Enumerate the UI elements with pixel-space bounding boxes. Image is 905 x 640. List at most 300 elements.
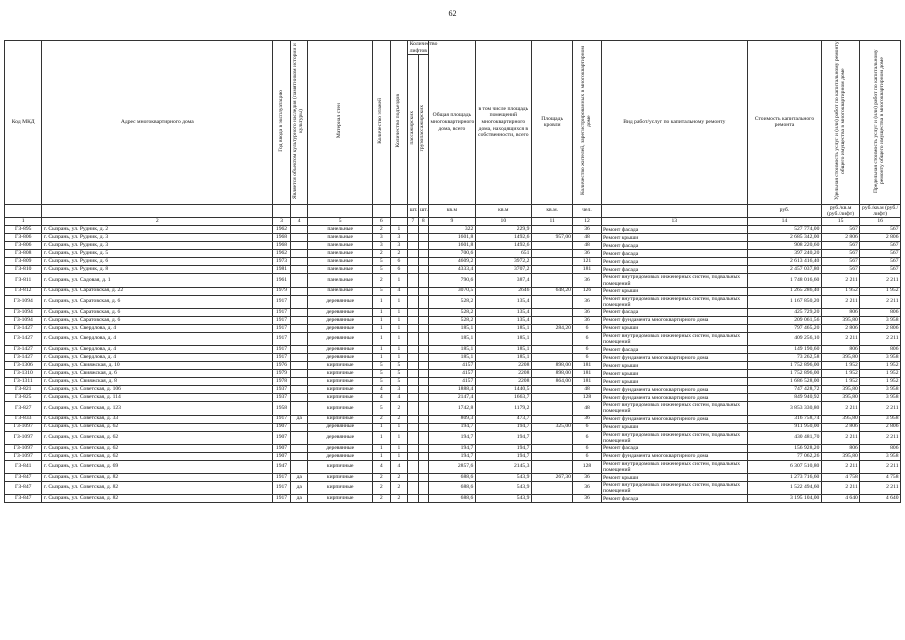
cell-cost: 149 190,60: [748, 346, 822, 354]
cell-material: деревянные: [308, 431, 372, 444]
cell-total-area: 185,1: [429, 325, 476, 333]
cell-residents: 181: [573, 370, 601, 378]
cell-address: г. Сызрань, ул. Свияжская, д. 6: [42, 370, 273, 378]
cell-premises-area: 185,1: [475, 346, 531, 354]
table-row: [5, 274, 901, 287]
cell-cost: 2 613 416,40: [748, 258, 822, 266]
cell-year: 1968: [273, 234, 291, 242]
cell-address: г. Сызрань, ул. Рудник, д. 3: [42, 242, 273, 250]
table-row: [5, 386, 901, 394]
cell-elev-pass: [408, 362, 418, 370]
cell-work-type: Ремонт внутридомовых инженерных систем, подвальных помещений: [601, 295, 748, 308]
cell-max-cost: 567: [860, 242, 901, 250]
cell-max-cost: 3 958: [860, 452, 901, 460]
cell-heritage: [290, 402, 308, 415]
cell-material: кирпичные: [308, 474, 372, 482]
cell-max-cost: 2 211: [860, 460, 901, 473]
cell-heritage: да: [290, 415, 308, 423]
header-roof-area: Площадь кровли: [531, 41, 573, 205]
cell-elev-pass: [408, 415, 418, 423]
cell-residents: 128: [573, 394, 601, 402]
cell-entrances: 1: [390, 452, 408, 460]
cell-code: ГЗ-895: [5, 226, 42, 234]
cell-total-area: 528,2: [429, 295, 476, 308]
table-row: [5, 474, 901, 482]
cell-total-area: 4609,2: [429, 258, 476, 266]
cell-cost: 3 853 330,80: [748, 402, 822, 415]
cell-code: ГЗ-809: [5, 258, 42, 266]
cell-floors: 5: [372, 258, 390, 266]
cell-unit-cost: 395,80: [821, 415, 859, 423]
cell-work-type: Ремонт фасада: [601, 242, 748, 250]
header-unit-cost: Удельная стоимость услуг и (или) работ по капитальному ремонту общего имущества в многоквартирном доме: [821, 41, 859, 205]
cell-elev-freight: [418, 415, 428, 423]
table-row: [5, 250, 901, 258]
cell-roof-area: 898,00: [531, 370, 573, 378]
column-number: 9: [429, 218, 476, 226]
cell-floors: 1: [372, 317, 390, 325]
cell-year: 1907: [273, 431, 291, 444]
cell-max-cost: 2 806: [860, 234, 901, 242]
cell-residents: 6: [573, 333, 601, 346]
cell-entrances: 6: [390, 266, 408, 274]
cell-heritage: [290, 386, 308, 394]
cell-elev-freight: [418, 386, 428, 394]
header-elev-pass: пассажирских: [408, 55, 418, 204]
cell-roof-area: [531, 402, 573, 415]
cell-total-area: 185,1: [429, 346, 476, 354]
cell-residents: 48: [573, 386, 601, 394]
cell-total-area: 322: [429, 226, 476, 234]
cell-year: 1917: [273, 346, 291, 354]
cell-cost: 849 940,92: [748, 394, 822, 402]
cell-floors: 1: [372, 354, 390, 362]
cell-premises-area: 2145,3: [475, 460, 531, 473]
cell-total-area: 809,3: [429, 415, 476, 423]
column-number: 16: [860, 218, 901, 226]
cell-heritage: [290, 460, 308, 473]
cell-address: г. Сызрань, ул. Свияжская, д. 8: [42, 378, 273, 386]
cell-premises-area: 194,7: [475, 452, 531, 460]
cell-year: 1937: [273, 386, 291, 394]
cell-address: г. Сызрань, ул. Советская, д. 62: [42, 423, 273, 431]
cell-material: кирпичные: [308, 402, 372, 415]
cell-material: деревянные: [308, 317, 372, 325]
cell-year: 1962: [273, 226, 291, 234]
cell-elev-pass: [408, 495, 418, 503]
header-premises-area: в том числе площадь помещений многоквартирного дома, находящихся в собственности, всего: [475, 41, 531, 205]
cell-unit-cost: 806: [821, 444, 859, 452]
cell-material: деревянные: [308, 444, 372, 452]
unit-max-cost: руб./кв.м (руб./лифт): [860, 204, 901, 218]
cell-work-type: Ремонт фундамента многоквартирного дома: [601, 317, 748, 325]
cell-entrances: 2: [390, 250, 408, 258]
cell-elev-pass: [408, 333, 418, 346]
cell-entrances: 1: [390, 423, 408, 431]
unit-residents: чел.: [573, 204, 601, 218]
cell-address: г. Сызрань, ул. Рудник, д. 2: [42, 226, 273, 234]
cell-work-type: Ремонт фундамента многоквартирного дома: [601, 452, 748, 460]
column-number: 12: [573, 218, 601, 226]
cell-cost: 1 273 716,60: [748, 474, 822, 482]
cell-material: панельные: [308, 234, 372, 242]
header-year: Год ввода в эксплуатацию: [273, 41, 291, 205]
cell-elev-pass: [408, 460, 418, 473]
cell-code: ГЗ-811: [5, 274, 42, 287]
cell-roof-area: 957,00: [531, 234, 573, 242]
cell-residents: 6: [573, 452, 601, 460]
cell-max-cost: 567: [860, 258, 901, 266]
header-entrances: Количество подъездов: [390, 41, 408, 205]
cell-heritage: [290, 378, 308, 386]
cell-entrances: 6: [390, 258, 408, 266]
cell-roof-area: [531, 266, 573, 274]
column-number: 7: [408, 218, 418, 226]
cell-entrances: 1: [390, 226, 408, 234]
cell-elev-freight: [418, 378, 428, 386]
cell-unit-cost: 567: [821, 242, 859, 250]
cell-total-area: 194,7: [429, 444, 476, 452]
cell-residents: 36: [573, 495, 601, 503]
cell-cost: 73 262,58: [748, 354, 822, 362]
cell-total-area: 528,2: [429, 309, 476, 317]
cell-unit-cost: 395,80: [821, 354, 859, 362]
cell-heritage: [290, 444, 308, 452]
cell-elev-pass: [408, 386, 418, 394]
cell-address: г. Сызрань, ул. Рудник, д. 5: [42, 250, 273, 258]
cell-address: г. Сызрань, ул. Саратовская, д. 6: [42, 317, 273, 325]
cell-cost: 397 240,20: [748, 250, 822, 258]
cell-heritage: [290, 274, 308, 287]
cell-year: 1973: [273, 258, 291, 266]
cell-total-area: 4157: [429, 378, 476, 386]
unit-cost: руб.: [748, 204, 822, 218]
cell-entrances: 1: [390, 333, 408, 346]
table-row: [5, 431, 901, 444]
cell-elev-freight: [418, 317, 428, 325]
cell-floors: 3: [372, 234, 390, 242]
cell-entrances: 1: [390, 346, 408, 354]
cell-code: ГЗ-1097: [5, 423, 42, 431]
cell-premises-area: 135,4: [475, 317, 531, 325]
cell-material: кирпичные: [308, 482, 372, 495]
cell-heritage: [290, 354, 308, 362]
cell-elev-pass: [408, 354, 418, 362]
cell-floors: 5: [372, 378, 390, 386]
cell-work-type: Ремонт внутридомовых инженерных систем, подвальных помещений: [601, 482, 748, 495]
table-row: [5, 325, 901, 333]
cell-entrances: 1: [390, 325, 408, 333]
cell-max-cost: 567: [860, 266, 901, 274]
cell-code: ГЗ-812: [5, 287, 42, 295]
cell-entrances: 2: [390, 415, 408, 423]
table-row: [5, 287, 901, 295]
cell-year: 1968: [273, 242, 291, 250]
cell-cost: 1 752 896,00: [748, 370, 822, 378]
cell-code: ГЗ-833: [5, 415, 42, 423]
cell-cost: 316 758,74: [748, 415, 822, 423]
cell-address: г. Сызрань, ул. Советская, д. 82: [42, 495, 273, 503]
cell-elev-freight: [418, 495, 428, 503]
cell-unit-cost: 2 806: [821, 423, 859, 431]
cell-unit-cost: 2 211: [821, 402, 859, 415]
cell-roof-area: 284,20: [531, 325, 573, 333]
cell-year: 1937: [273, 394, 291, 402]
cell-year: 1917: [273, 309, 291, 317]
cell-year: 1979: [273, 287, 291, 295]
cell-elev-freight: [418, 250, 428, 258]
cell-unit-cost: 2 211: [821, 460, 859, 473]
cell-entrances: 1: [390, 354, 408, 362]
cell-material: панельные: [308, 242, 372, 250]
unit-elev-freight: шт.: [418, 204, 428, 218]
cell-elev-pass: [408, 309, 418, 317]
table-row: [5, 295, 901, 308]
column-number: 8: [418, 218, 428, 226]
cell-residents: 36: [573, 274, 601, 287]
cell-material: кирпичные: [308, 386, 372, 394]
cell-heritage: [290, 226, 308, 234]
cell-elev-freight: [418, 242, 428, 250]
cell-roof-area: [531, 274, 573, 287]
cell-elev-freight: [418, 482, 428, 495]
header-max-cost: Предельная стоимость услуг и (или) работ по капитальному ремонту общего имущества в многоквартирном доме: [860, 41, 901, 205]
cell-address: г. Сызрань, ул. Советская, д. 123: [42, 402, 273, 415]
table-row: [5, 362, 901, 370]
column-number: 11: [531, 218, 573, 226]
cell-residents: 6: [573, 431, 601, 444]
cell-entrances: 3: [390, 234, 408, 242]
cell-unit-cost: 806: [821, 309, 859, 317]
cell-premises-area: 2646: [475, 287, 531, 295]
cell-work-type: Ремонт крыши: [601, 370, 748, 378]
cell-premises-area: 3707,2: [475, 266, 531, 274]
cell-total-area: 1601,8: [429, 234, 476, 242]
cell-unit-cost: 567: [821, 258, 859, 266]
cell-address: г. Сызрань, ул. Саратовская, д. 6: [42, 295, 273, 308]
cell-total-area: 4333,4: [429, 266, 476, 274]
cell-address: г. Сызрань, ул. Советская, д. 62: [42, 431, 273, 444]
cell-floors: 2: [372, 274, 390, 287]
cell-total-area: 1742,8: [429, 402, 476, 415]
cell-total-area: 528,2: [429, 317, 476, 325]
cell-heritage: [290, 317, 308, 325]
cell-cost: 1 167 850,20: [748, 295, 822, 308]
cell-address: г. Сызрань, ул. Советская, д. 33: [42, 415, 273, 423]
cell-floors: 1: [372, 333, 390, 346]
cell-max-cost: 567: [860, 226, 901, 234]
cell-premises-area: 543,9: [475, 474, 531, 482]
cell-roof-area: [531, 495, 573, 503]
cell-entrances: 2: [390, 482, 408, 495]
cell-work-type: Ремонт фасада: [601, 444, 748, 452]
cell-unit-cost: 2 806: [821, 325, 859, 333]
cell-work-type: Ремонт внутридомовых инженерных систем, подвальных помещений: [601, 402, 748, 415]
cell-premises-area: 1492,6: [475, 242, 531, 250]
header-elev-freight: грузопассажирских: [418, 55, 428, 204]
cell-address: г. Сызрань, ул. Советская, д. 62: [42, 452, 273, 460]
cell-cost: 908 220,60: [748, 242, 822, 250]
table-row: [5, 444, 901, 452]
cell-address: г. Сызрань, ул. Советская, д. 82: [42, 474, 273, 482]
cell-residents: 6: [573, 423, 601, 431]
cell-elev-freight: [418, 394, 428, 402]
cell-max-cost: 1 952: [860, 287, 901, 295]
cell-total-area: 4157: [429, 362, 476, 370]
column-number: 10: [475, 218, 531, 226]
cell-premises-area: 185,1: [475, 325, 531, 333]
header-cost: Стоимость капитального ремонта: [748, 41, 822, 205]
cell-residents: 36: [573, 482, 601, 495]
cell-elev-pass: [408, 346, 418, 354]
cell-premises-area: 1440,5: [475, 386, 531, 394]
unit-unit-cost: руб./кв.м (руб./лифт): [821, 204, 859, 218]
cell-heritage: [290, 370, 308, 378]
cell-address: г. Сызрань, ул. Свердлова, д. 4: [42, 333, 273, 346]
table-row: [5, 226, 901, 234]
cell-code: ГЗ-1094: [5, 309, 42, 317]
cell-floors: 5: [372, 402, 390, 415]
cell-cost: 2 685 342,00: [748, 234, 822, 242]
column-number: 14: [748, 218, 822, 226]
cell-cost: 1 748 016,60: [748, 274, 822, 287]
cell-residents: 181: [573, 362, 601, 370]
cell-floors: 5: [372, 362, 390, 370]
cell-total-area: 185,1: [429, 333, 476, 346]
cell-code: ГЗ-1097: [5, 444, 42, 452]
cell-work-type: Ремонт фасада: [601, 495, 748, 503]
cell-elev-pass: [408, 234, 418, 242]
cell-elev-freight: [418, 431, 428, 444]
cell-elev-freight: [418, 234, 428, 242]
cell-entrances: 1: [390, 431, 408, 444]
cell-year: 1961: [273, 274, 291, 287]
cell-unit-cost: 4 758: [821, 474, 859, 482]
cell-roof-area: [531, 346, 573, 354]
cell-year: 1917: [273, 333, 291, 346]
cell-work-type: Ремонт фасада: [601, 309, 748, 317]
cell-elev-pass: [408, 474, 418, 482]
cell-code: ГЗ-825: [5, 394, 42, 402]
cell-material: панельные: [308, 258, 372, 266]
column-number: 1: [5, 218, 42, 226]
cell-elev-freight: [418, 346, 428, 354]
cell-elev-pass: [408, 452, 418, 460]
cell-year: 1917: [273, 325, 291, 333]
cell-total-area: 790,6: [429, 274, 476, 287]
cell-unit-cost: 2 211: [821, 295, 859, 308]
cell-max-cost: 4 758: [860, 474, 901, 482]
cell-address: г. Сызрань, ул. Советская, д. 114: [42, 394, 273, 402]
cell-roof-area: [531, 258, 573, 266]
cell-unit-cost: 395,80: [821, 394, 859, 402]
cell-roof-area: 864,00: [531, 378, 573, 386]
table-row: [5, 266, 901, 274]
cell-year: 1962: [273, 250, 291, 258]
cell-address: г. Сызрань, ул. Свердлова, д. 4: [42, 325, 273, 333]
cell-code: ГЗ-1094: [5, 295, 42, 308]
cell-material: деревянные: [308, 423, 372, 431]
cell-year: 1907: [273, 444, 291, 452]
cell-residents: 6: [573, 354, 601, 362]
cell-work-type: Ремонт фундамента многоквартирного дома: [601, 394, 748, 402]
cell-work-type: Ремонт крыши: [601, 362, 748, 370]
cell-heritage: да: [290, 474, 308, 482]
cell-elev-pass: [408, 370, 418, 378]
cell-year: 1917: [273, 482, 291, 495]
cell-elev-pass: [408, 242, 418, 250]
cell-work-type: Ремонт крыши: [601, 325, 748, 333]
cell-roof-area: [531, 333, 573, 346]
cell-residents: 36: [573, 317, 601, 325]
cell-elev-pass: [408, 266, 418, 274]
cell-cost: 425 729,20: [748, 309, 822, 317]
cell-elev-freight: [418, 460, 428, 473]
cell-total-area: 688,6: [429, 474, 476, 482]
cell-elev-freight: [418, 354, 428, 362]
column-number: 13: [601, 218, 748, 226]
cell-premises-area: 543,9: [475, 482, 531, 495]
cell-premises-area: 194,7: [475, 423, 531, 431]
cell-entrances: 3: [390, 242, 408, 250]
cell-cost: 1 752 896,00: [748, 362, 822, 370]
cell-address: г. Сызрань, ул. Свердлова, д. 4: [42, 354, 273, 362]
cell-heritage: [290, 234, 308, 242]
cell-material: деревянные: [308, 309, 372, 317]
cell-address: г. Сызрань, ул. Советская, д. 69: [42, 460, 273, 473]
cell-elev-pass: [408, 482, 418, 495]
cell-premises-area: 229,9: [475, 226, 531, 234]
table-row: [5, 354, 901, 362]
cell-work-type: Ремонт внутридомовых инженерных систем, подвальных помещений: [601, 431, 748, 444]
cell-residents: 6: [573, 444, 601, 452]
cell-work-type: Ремонт фасада: [601, 346, 748, 354]
cell-address: г. Сызрань, ул. Саратовская, д. 6: [42, 309, 273, 317]
cell-max-cost: 1 952: [860, 370, 901, 378]
cell-year: 1958: [273, 402, 291, 415]
cell-address: г. Сызрань, ул. Советская, д. 106: [42, 386, 273, 394]
cell-unit-cost: 567: [821, 250, 859, 258]
cell-elev-freight: [418, 295, 428, 308]
cell-max-cost: 3 958: [860, 415, 901, 423]
cell-heritage: да: [290, 495, 308, 503]
cell-code: ГЗ-808: [5, 250, 42, 258]
cell-max-cost: 3 958: [860, 386, 901, 394]
cell-work-type: Ремонт крыши: [601, 474, 748, 482]
cell-elev-pass: [408, 394, 418, 402]
cell-unit-cost: 567: [821, 226, 859, 234]
cell-address: г. Сызрань, ул. Рудник, д. 8: [42, 266, 273, 274]
cell-work-type: Ремонт крыши: [601, 234, 748, 242]
cell-work-type: Ремонт фасада: [601, 266, 748, 274]
cell-entrances: 1: [390, 309, 408, 317]
cell-elev-pass: [408, 423, 418, 431]
cell-work-type: Ремонт крыши: [601, 423, 748, 431]
cell-material: деревянные: [308, 295, 372, 308]
cell-year: 1917: [273, 474, 291, 482]
cell-residents: 36: [573, 226, 601, 234]
cell-entrances: 2: [390, 495, 408, 503]
cell-entrances: 1: [390, 295, 408, 308]
cell-heritage: [290, 346, 308, 354]
cell-cost: 209 061,56: [748, 317, 822, 325]
cell-premises-area: 473,7: [475, 415, 531, 423]
cell-material: панельные: [308, 274, 372, 287]
cell-roof-area: [531, 431, 573, 444]
cell-elev-freight: [418, 333, 428, 346]
cell-entrances: 4: [390, 460, 408, 473]
cell-max-cost: 3 958: [860, 354, 901, 362]
